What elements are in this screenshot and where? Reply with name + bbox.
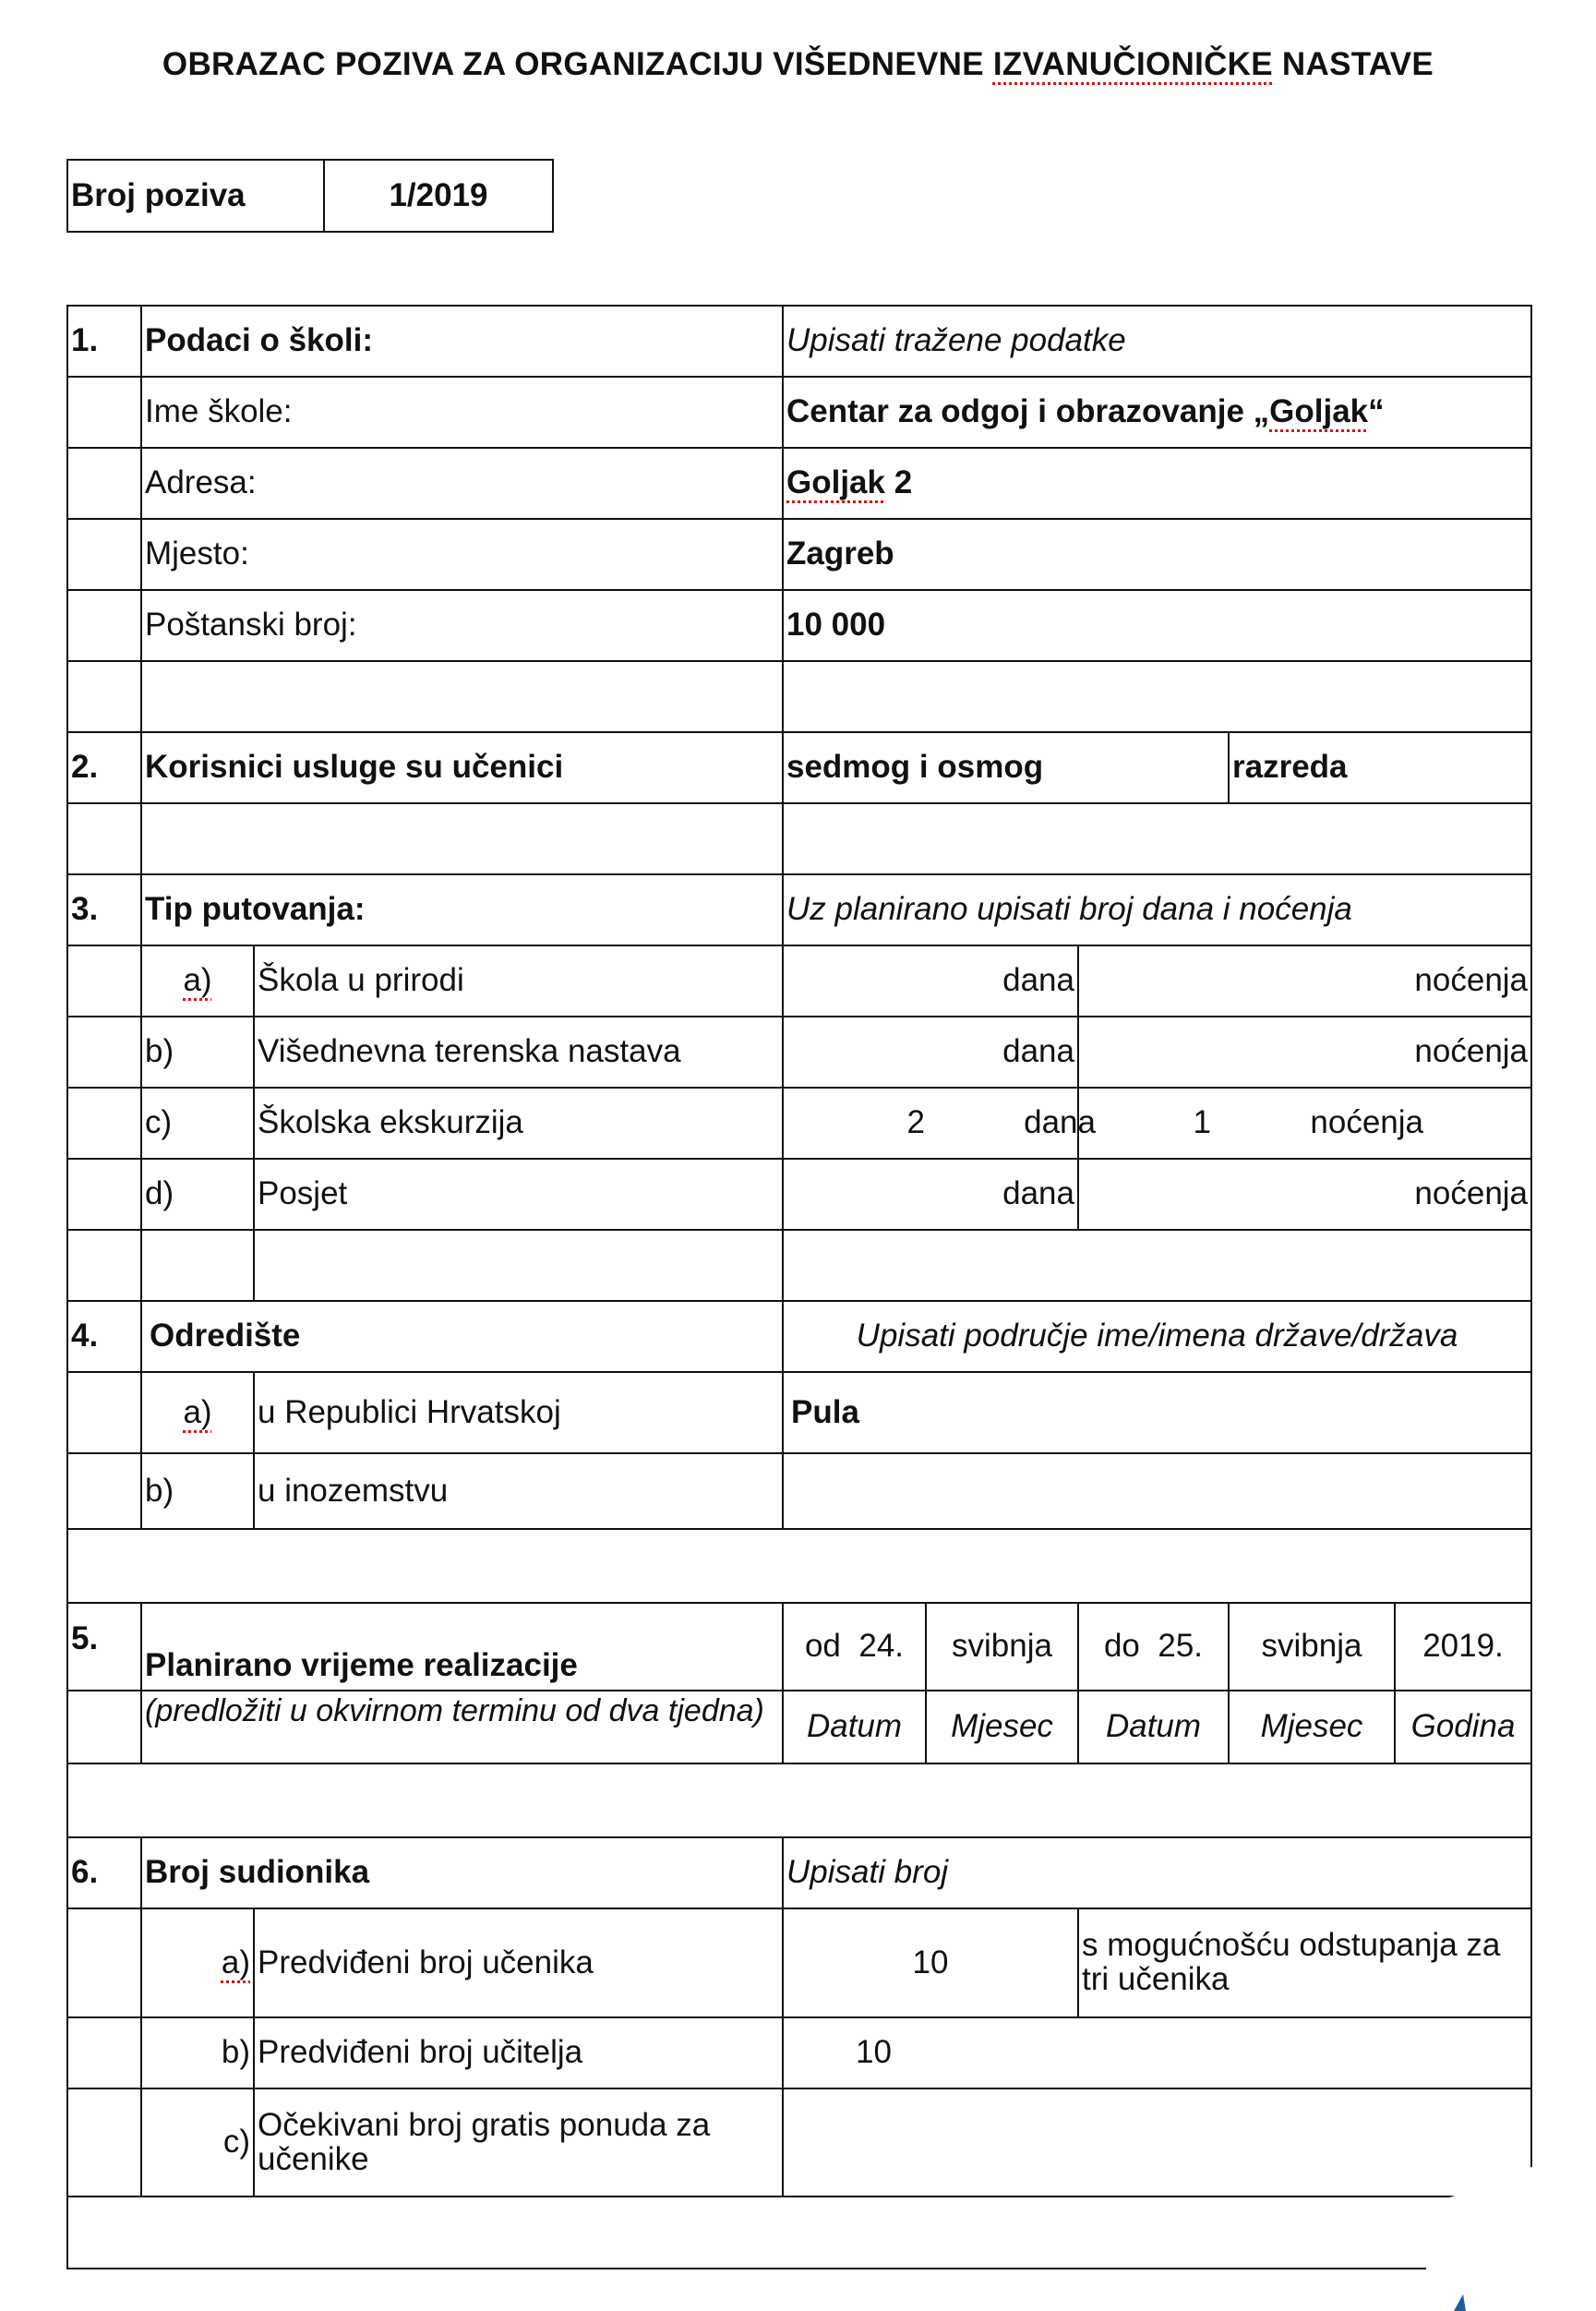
form-title-end: NASTAVE [1272,46,1434,82]
section-4-heading: Odredište [141,1301,783,1372]
section-6-hint: Upisati broj [783,1837,1531,1908]
destination-row-a [67,1372,1531,1453]
trip-type-letter: d) [141,1159,254,1230]
trip-type-row-b [67,1017,1531,1088]
section-2-row [67,732,1531,803]
city-row [67,519,1531,590]
postal-value: 10 000 [783,590,1531,661]
trip-type-row-d [67,1159,1531,1230]
trip-nights-count: 1 [1193,1104,1211,1141]
section-1-header-row [67,306,1531,377]
destination-letter: a) [141,1372,254,1453]
section-4-header-row [67,1301,1531,1372]
participants-label: Predviđeni broj učenika [254,1908,783,2017]
destination-letter: b) [141,1453,254,1529]
section-5-note: (predložiti u okvirnom terminu od dva tjedna) [141,1691,783,1763]
section-6-header-row [67,1837,1531,1908]
call-number-label: Broj poziva [67,160,324,232]
spacer-row [67,1230,1531,1301]
participants-row-b [67,2017,1531,2088]
trip-days: dana [783,1159,1078,1230]
section-1-heading: Podaci o školi: [141,306,783,377]
school-name-label: Ime škole: [141,377,783,448]
school-name-start: Centar za odgoj i obrazovanje „ [786,393,1270,430]
trip-type-label: Školska ekskurzija [254,1088,783,1159]
section-1-number: 1. [67,306,141,377]
trip-days-count: 2 [906,1104,925,1141]
trip-days [783,1088,1096,1159]
trip-nights: noćenja [1078,1159,1531,1230]
section-6-number: 6. [67,1837,141,1908]
participants-letter: b) [141,2017,254,2088]
participants-row-a [67,1908,1531,2017]
date-caption: Datum [1078,1691,1229,1763]
to-date [1078,1603,1229,1691]
section-5-heading: Planirano vrijeme realizacije [141,1603,783,1691]
section-5-caption-row [67,1691,1531,1763]
destination-value [783,1453,1531,1529]
section-3-number: 3. [67,874,141,945]
to-label: do [1103,1628,1140,1665]
address-spellcheck-word: Goljak [786,464,885,501]
from-label: od [804,1628,841,1665]
to-day: 25. [1158,1628,1204,1665]
to-month: svibnja [1229,1603,1395,1691]
destination-label: u Republici Hrvatskoj [254,1372,783,1453]
section-2-number: 2. [67,732,141,803]
destination-value: Pula [783,1372,1531,1453]
section-5-number: 5. [67,1603,141,1691]
school-name-spellcheck-word: Goljak [1269,393,1369,430]
participants-note: s mogućnošću odstupanja za tri učenika [1078,1908,1531,2017]
from-day: 24. [858,1628,905,1665]
section-3-header-row [67,874,1531,945]
participants-label: Očekivani broj gratis ponuda za učenike [254,2088,783,2197]
spacer-row [67,803,1531,874]
trip-type-label: Višednevna terenska nastava [254,1017,783,1088]
trip-days: dana [783,945,1078,1017]
trip-type-row-c [67,1088,1531,1159]
form-title [0,46,1596,83]
school-name-value [783,377,1531,448]
postal-row [67,590,1531,661]
participants-row-c [67,2088,1531,2197]
from-month: svibnja [926,1603,1078,1691]
form-title-spellcheck-word: IZVANUČIONIČKE [992,46,1273,82]
spacer-row [67,1529,1531,1603]
trip-type-letter: a) [141,945,254,1017]
participants-label: Predviđeni broj učitelja [254,2017,783,2088]
section-2-heading: Korisnici usluge su učenici [141,732,783,803]
trip-type-letter: c) [141,1088,254,1159]
from-date [783,1603,926,1691]
postal-label: Poštanski broj: [141,590,783,661]
section-3-hint: Uz planirano upisati broj dana i noćenja [783,874,1531,945]
grades-value: sedmog i osmog [783,732,1229,803]
address-number: 2 [884,464,913,501]
form-title-start: OBRAZAC POZIVA ZA ORGANIZACIJU VIŠEDNEVNE [162,46,993,82]
call-number-table [66,159,554,233]
grades-unit: razreda [1229,732,1531,803]
page-curl-mark [1375,2124,1596,2311]
section-3-heading: Tip putovanja: [141,874,783,945]
trip-days: dana [783,1017,1078,1088]
trip-days-unit: dana [1024,1104,1096,1141]
participants-value: 10 [783,1908,1078,2017]
school-name-end: “ [1368,393,1385,430]
month-caption: Mjesec [926,1691,1078,1763]
section-6-heading: Broj sudionika [141,1837,783,1908]
trip-type-letter: b) [141,1017,254,1088]
year: 2019. [1395,1603,1531,1691]
address-row [67,448,1531,519]
trip-type-label: Škola u prirodi [254,945,783,1017]
month-caption: Mjesec [1229,1691,1395,1763]
trip-nights [1078,1088,1531,1159]
date-caption: Datum [783,1691,926,1763]
year-caption: Godina [1395,1691,1531,1763]
spacer-row [67,1763,1531,1837]
participants-letter: a) [141,1908,254,2017]
form-table [66,305,1532,2269]
call-number-value: 1/2019 [324,160,553,232]
participants-letter: c) [141,2088,254,2197]
trip-type-label: Posjet [254,1159,783,1230]
city-label: Mjesto: [141,519,783,590]
section-1-hint: Upisati tražene podatke [783,306,1531,377]
destination-label: u inozemstvu [254,1453,783,1529]
city-value: Zagreb [783,519,1531,590]
destination-row-b [67,1453,1531,1529]
section-5-row [67,1603,1531,1691]
section-4-hint: Upisati područje ime/imena države/država [783,1301,1531,1372]
spacer-row [67,2197,1531,2269]
trip-nights: noćenja [1078,945,1531,1017]
address-label: Adresa: [141,448,783,519]
trip-nights-unit: noćenja [1310,1104,1423,1141]
trip-nights: noćenja [1078,1017,1531,1088]
section-4-number: 4. [67,1301,141,1372]
trip-type-row-a [67,945,1531,1017]
participants-value: 10 [783,2017,1531,2088]
spacer-row [67,661,1531,732]
school-name-row [67,377,1531,448]
address-value [783,448,1531,519]
